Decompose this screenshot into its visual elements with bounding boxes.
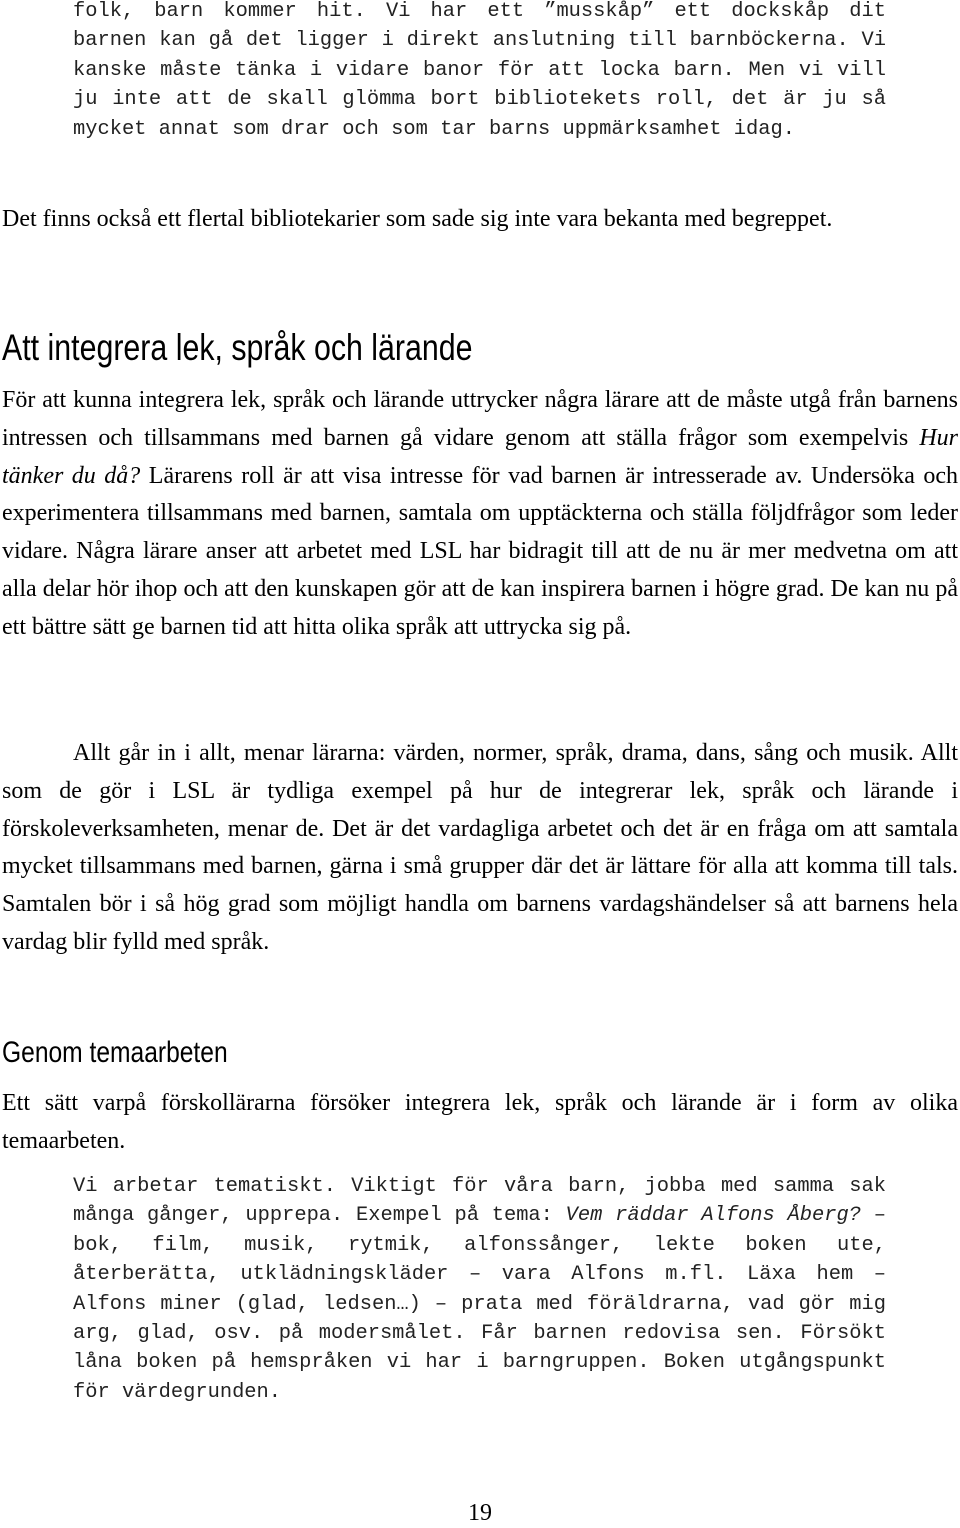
quote-part: – bok, film, musik, rytmik, alfonssånger, lekte boken ute, återberätta, utklädningskläder – vara Alfons m.fl. Läxa hem – Alfons miner (glad, ledsen…) – prata med föräldrarna, vad gör mig arg, glad, osv. på modersmålet. Får barnen redovisa sen. Försökt låna boken på hemspråken vi har i barngruppen. Boken utgångspunkt för värdegrunden. — [73, 1204, 886, 1404]
quote-text — [73, 1172, 886, 1407]
paragraph-tema: Ett sätt varpå förskollärarna försöker integrera lek, språk och lärande är i form av olika temaarbeten. — [2, 1090, 958, 1154]
paragraph-text: Lärarens roll är att visa intresse för vad barnen är intresserade av. Undersöka och experimentera tillsammans med barnen, samtala om upptäckterna och ställa följdfrågor som leder vidare. Några lärare anser att arbetet med LSL har bidragit till att de nu är mer medvetna om att alla delar hör ihop och att den kunskapen gör att de kan inspirera barnen i högre grad. De kan nu på ett bättre sätt ge barnen tid att hitta olika språk att uttrycka sig på. — [2, 462, 959, 640]
italic-title: Vem räddar Alfons Åberg? — [565, 1204, 861, 1228]
quote-block-library — [73, 0, 886, 144]
quote-part: Vi arbetar tematiskt. Viktigt för våra barn, jobba med samma sak många gånger, upprepa. Exempel på tema: — [73, 1175, 886, 1228]
italic-question: Hur tänker du då? — [2, 424, 958, 489]
section-heading: Att integrera lek, språk och lärande — [2, 327, 473, 368]
page-number: 19 — [468, 1500, 492, 1526]
paragraph-text: För att kunna integrera lek, språk och lärande uttrycker några lärare att de måste utgå från barnens intressen och tillsammans med barnen gå vidare genom att ställa frågor som exempelvis — [2, 387, 958, 451]
paragraph-integrate — [2, 382, 958, 647]
quote-block-tema — [73, 1172, 886, 1407]
paragraph-librarians: Det finns också ett flertal bibliotekarier som sade sig inte vara bekanta med begreppet. — [2, 206, 833, 232]
quote-text: folk, barn kommer hit. Vi har ett ”musskåp” ett dockskåp dit barnen kan gå det ligger i direkt anslutning till barnböckerna. Vi kanske måste tänka i vidare banor för att locka barn. Men vi vill ju inte att de skall glömma bort bibliotekets roll, det är ju så mycket annat som drar och som tar barns uppmärksamhet idag. — [73, 0, 886, 141]
subheading: Genom temaarbeten — [2, 1036, 228, 1069]
paragraph-allt: Allt går in i allt, menar lärarna: värden, normer, språk, drama, dans, sång och musik. Allt som de gör i LSL är tydliga exempel på hur de integrerar lek, språk och lärande i förskoleverksamheten, menar de. Det är det vardagliga arbetet och det är en fråga om att samtala mycket tillsammans med barnen, gärna i små grupper där det är lättare för alla att komma till tals. Samtalen bör i så hög grad som möjligt handla om barnens vardagshändelser så att barnens hela vardag blir fylld med språk. — [2, 740, 958, 955]
